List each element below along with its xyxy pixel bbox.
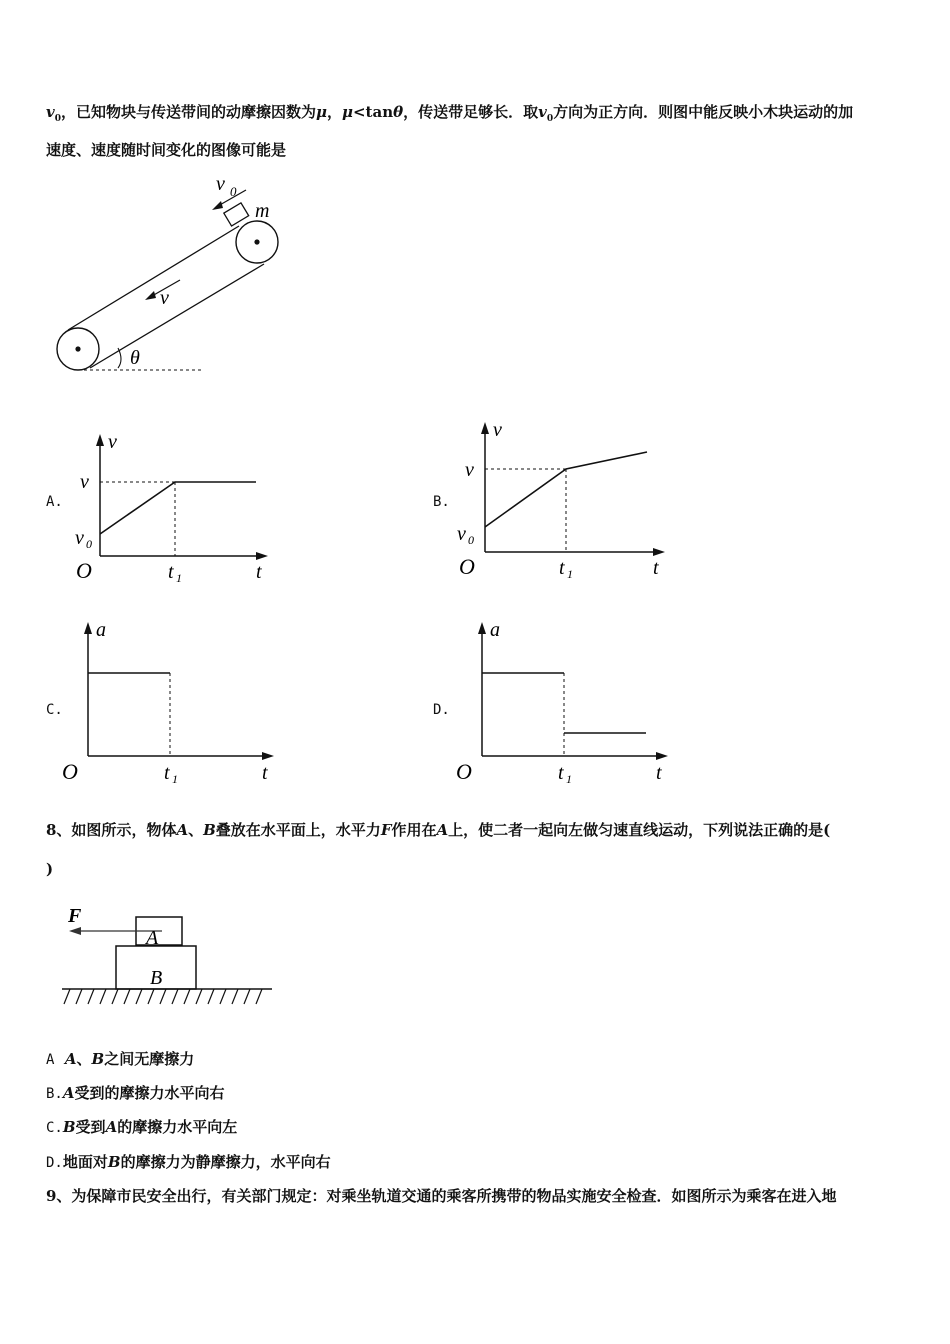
- answer-d[interactable]: D.地面对B的摩擦力为静摩擦力，水平向右: [46, 1153, 331, 1171]
- conveyor-belt-figure: [40, 172, 290, 382]
- y-axis-label: v: [108, 431, 117, 453]
- y-axis-label: v: [493, 419, 502, 441]
- block-m: [224, 203, 249, 226]
- q7-line-1: $v_0$，已知物块与传送带间的动摩擦因数为μ，μ<tanθ，传送带足够长．取$v_0$方向为正方向．则图中能反映小木块运动的加: [46, 103, 854, 124]
- block-a-label: A: [146, 927, 159, 949]
- origin-label: O: [456, 759, 472, 784]
- mass-label: m: [255, 200, 270, 222]
- block-b-label: B: [150, 967, 163, 989]
- t1-label: t: [164, 762, 170, 784]
- option-c-label[interactable]: C.: [46, 702, 63, 718]
- x-axis-label: t: [653, 557, 659, 579]
- t1-sub: 1: [176, 571, 182, 585]
- t1-sub: 1: [567, 567, 573, 581]
- t1-sub: 1: [172, 772, 178, 786]
- t1-sub: 1: [566, 772, 572, 786]
- v0-label: v: [457, 523, 466, 545]
- graph-d: [452, 614, 682, 794]
- option-b-label[interactable]: B.: [433, 494, 450, 510]
- answer-c[interactable]: C.B受到A的摩擦力水平向左: [46, 1118, 238, 1136]
- answer-a[interactable]: A A、B之间无摩擦力: [46, 1050, 195, 1068]
- origin-label: O: [76, 558, 92, 583]
- t1-label: t: [168, 561, 174, 583]
- q7-line-2: 速度、速度随时间变化的图像可能是: [46, 141, 287, 159]
- graph-c: [58, 614, 288, 794]
- theta-label: θ: [130, 347, 140, 369]
- q9-line-1: 9、为保障市民安全出行，有关部门规定：对乘坐轨道交通的乘客所携带的物品实施安全检查．如图所示为乘客在进入地: [46, 1187, 837, 1205]
- force-f-label: F: [68, 905, 82, 927]
- v0-label: v: [75, 527, 84, 549]
- t1-label: t: [558, 762, 564, 784]
- v0-sub: 0: [468, 533, 474, 547]
- velocity-line: [100, 482, 256, 534]
- origin-label: O: [459, 554, 475, 579]
- x-axis-label: t: [262, 762, 268, 784]
- v-level-label: v: [80, 471, 89, 493]
- y-axis-label: a: [490, 619, 500, 641]
- v0-sub: 0: [86, 537, 92, 551]
- origin-label: O: [62, 759, 78, 784]
- y-axis-label: a: [96, 619, 106, 641]
- v0-sub: 0: [230, 184, 237, 199]
- q8-line-2: ): [46, 860, 54, 878]
- belt-v-label: v: [160, 287, 169, 309]
- blocks-figure: [62, 900, 277, 1010]
- x-axis-label: t: [256, 561, 262, 583]
- q8-line-1: 8、如图所示，物体A、B叠放在水平面上，水平力F作用在A上，使二者一起向左做匀速直线运动，下列说法正确的是(: [46, 821, 831, 839]
- ground-hatch: [64, 989, 262, 1004]
- x-axis-label: t: [656, 762, 662, 784]
- v0-label: v: [216, 173, 225, 195]
- v-level-label: v: [465, 459, 474, 481]
- option-d-label[interactable]: D.: [433, 702, 450, 718]
- option-a-label[interactable]: A.: [46, 494, 63, 510]
- graph-a: [70, 428, 280, 588]
- graph-b: [455, 414, 675, 584]
- t1-label: t: [559, 557, 565, 579]
- answer-b[interactable]: B.A受到的摩擦力水平向右: [46, 1084, 225, 1102]
